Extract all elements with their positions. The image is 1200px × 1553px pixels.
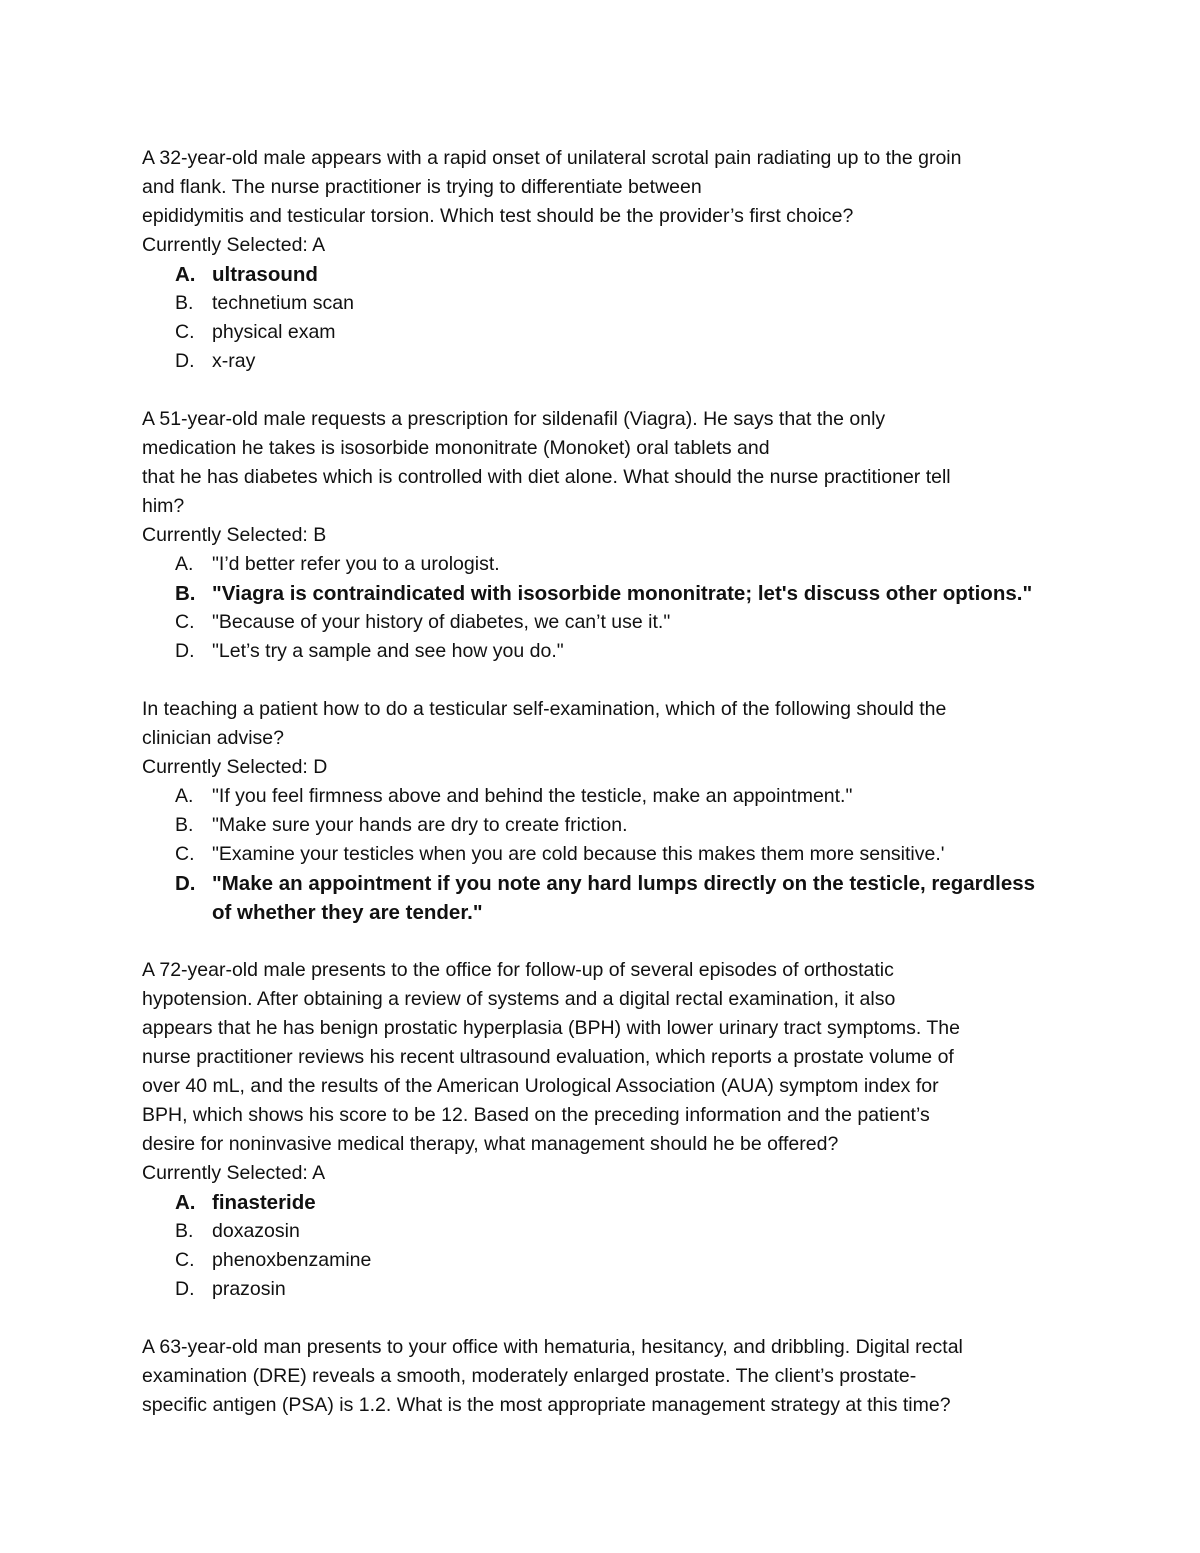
question-text-line: A 72-year-old male presents to the office for follow-up of several episodes of orthostatic (142, 959, 894, 981)
option-text: x-ray (212, 350, 256, 372)
question-text-line: A 32-year-old male appears with a rapid onset of unilateral scrotal pain radiating up to the groin (142, 147, 962, 169)
option-letter: C. (175, 1249, 195, 1271)
answer-option (142, 637, 1062, 666)
option-letter: A. (175, 263, 196, 286)
currently-selected-label: Currently Selected: B (142, 524, 327, 546)
question-block (142, 1333, 1062, 1420)
option-letter: B. (175, 1220, 194, 1242)
answer-option (142, 811, 1062, 840)
answer-options-list (142, 1188, 1062, 1304)
question-text-line: desire for noninvasive medical therapy, what management should he be offered? (142, 1133, 839, 1155)
answer-option-selected (142, 1188, 1062, 1217)
question-text-line: examination (DRE) reveals a smooth, moderately enlarged prostate. The client’s prostate- (142, 1365, 917, 1387)
option-text: physical exam (212, 321, 336, 343)
question-text-line: hypotension. After obtaining a review of systems and a digital rectal examination, it also (142, 988, 896, 1010)
answer-option (142, 782, 1062, 811)
question-text-line: clinician advise? (142, 727, 284, 749)
option-text: of whether they are tender." (212, 901, 483, 924)
option-letter: A. (175, 1191, 196, 1214)
option-text: "Viagra is contraindicated with isosorbide mononitrate; let's discuss other options." (212, 582, 1033, 605)
question-text-line: A 51-year-old male requests a prescription for sildenafil (Viagra). He says that the only (142, 408, 886, 430)
document-page (142, 144, 1062, 1449)
option-text: prazosin (212, 1278, 286, 1300)
currently-selected-label: Currently Selected: A (142, 1162, 326, 1184)
question-text-line: specific antigen (PSA) is 1.2. What is the most appropriate management strategy at this time? (142, 1394, 951, 1416)
option-letter: B. (175, 814, 194, 836)
question-block (142, 144, 1062, 376)
question-text-line: him? (142, 495, 185, 517)
option-text: "Make an appointment if you note any hard lumps directly on the testicle, regardless (212, 872, 1036, 895)
answer-options-list (142, 260, 1062, 376)
answer-options-list (142, 550, 1062, 666)
option-text: "I’d better refer you to a urologist. (212, 553, 500, 575)
option-letter: C. (175, 611, 195, 633)
answer-option-selected (142, 869, 1062, 927)
option-letter: D. (175, 872, 196, 895)
question-text-line: epididymitis and testicular torsion. Which test should be the provider’s first choice? (142, 205, 854, 227)
answer-option-selected (142, 260, 1062, 289)
question-text-line: over 40 mL, and the results of the American Urological Association (AUA) symptom index for (142, 1075, 939, 1097)
question-block (142, 956, 1062, 1304)
question-text-line: BPH, which shows his score to be 12. Based on the preceding information and the patient’s (142, 1104, 930, 1126)
option-letter: B. (175, 582, 196, 605)
answer-option-selected (142, 579, 1062, 608)
question-block (142, 405, 1062, 666)
option-text: "Make sure your hands are dry to create friction. (212, 814, 628, 836)
option-letter: A. (175, 553, 194, 575)
option-text: "Because of your history of diabetes, we can’t use it." (212, 611, 671, 633)
option-text: "Let’s try a sample and see how you do." (212, 640, 564, 662)
question-block (142, 695, 1062, 927)
option-letter: D. (175, 350, 195, 372)
option-letter: B. (175, 292, 194, 314)
option-letter: C. (175, 843, 195, 865)
option-text: phenoxbenzamine (212, 1249, 372, 1271)
answer-option (142, 840, 1062, 869)
currently-selected-label: Currently Selected: D (142, 756, 328, 778)
answer-option (142, 608, 1062, 637)
answer-option (142, 347, 1062, 376)
option-letter: C. (175, 321, 195, 343)
option-text: "Examine your testicles when you are cold because this makes them more sensitive.' (212, 843, 945, 865)
answer-option (142, 289, 1062, 318)
answer-option (142, 1246, 1062, 1275)
option-letter: A. (175, 785, 194, 807)
option-text: "If you feel firmness above and behind the testicle, make an appointment." (212, 785, 853, 807)
question-text-line: that he has diabetes which is controlled with diet alone. What should the nurse practitioner tell (142, 466, 951, 488)
answer-options-list (142, 782, 1062, 927)
answer-option (142, 1275, 1062, 1304)
option-text: ultrasound (212, 263, 318, 286)
answer-option (142, 1217, 1062, 1246)
question-text-line: A 63-year-old man presents to your office with hematuria, hesitancy, and dribbling. Digital rectal (142, 1336, 963, 1358)
option-letter: D. (175, 640, 195, 662)
answer-option (142, 318, 1062, 347)
option-text: technetium scan (212, 292, 354, 314)
option-text: finasteride (212, 1191, 316, 1214)
question-text-line: appears that he has benign prostatic hyperplasia (BPH) with lower urinary tract symptoms. The (142, 1017, 960, 1039)
question-text-line: and flank. The nurse practitioner is trying to differentiate between (142, 176, 702, 198)
currently-selected-label: Currently Selected: A (142, 234, 326, 256)
question-text-line: nurse practitioner reviews his recent ultrasound evaluation, which reports a prostate volume of (142, 1046, 954, 1068)
question-text-line: medication he takes is isosorbide mononitrate (Monoket) oral tablets and (142, 437, 770, 459)
answer-option (142, 550, 1062, 579)
option-letter: D. (175, 1278, 195, 1300)
option-text: doxazosin (212, 1220, 300, 1242)
question-text-line: In teaching a patient how to do a testicular self-examination, which of the following should the (142, 698, 947, 720)
